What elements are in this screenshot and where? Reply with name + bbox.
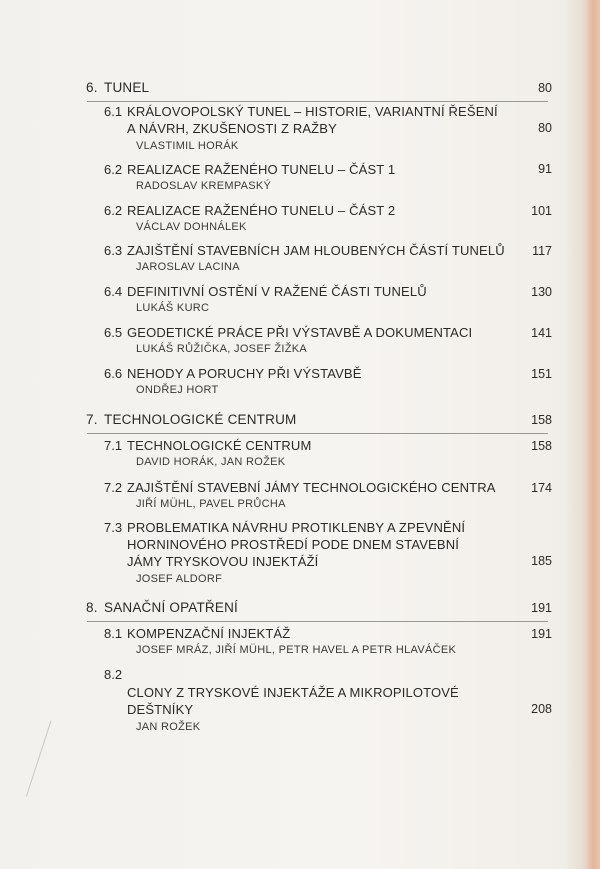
entry-6-5-author: LUKÁŠ RŮŽIČKA, JOSEF ŽIŽKA <box>136 343 307 355</box>
entry-7-2-title: ZAJIŠTĚNÍ STAVEBNÍ JÁMY TECHNOLOGICKÉHO CENTRA <box>127 480 496 495</box>
section-6-page: 80 <box>538 81 552 95</box>
entry-6-3-title: ZAJIŠTĚNÍ STAVEBNÍCH JAM HLOUBENÝCH ČÁSTÍ TUNELŮ <box>127 243 505 258</box>
entry-6-1-title-line-1: KRÁLOVOPOLSKÝ TUNEL – HISTORIE, VARIANTNÍ ŘEŠENÍ <box>127 104 498 119</box>
entry-6-3-page: 117 <box>532 244 552 258</box>
entry-6-4-number: 6.4 <box>104 284 123 299</box>
entry-6-2b-number: 6.2 <box>104 203 123 218</box>
entry-6-2a-title: REALIZACE RAŽENÉHO TUNELU – ČÁST 1 <box>127 162 396 177</box>
entry-6-2a-page: 91 <box>538 162 552 176</box>
entry-6-4-page: 130 <box>531 285 552 299</box>
section-6-divider <box>87 101 548 102</box>
pencil-mark <box>26 720 61 799</box>
entry-7-1-number: 7.1 <box>104 438 123 453</box>
entry-6-5-number: 6.5 <box>104 325 123 340</box>
section-7-number: 7. <box>86 412 98 427</box>
section-8-title: SANAČNÍ OPATŘENÍ <box>104 600 238 615</box>
entry-7-3-number: 7.3 <box>104 520 123 535</box>
entry-6-2b-page: 101 <box>531 204 552 218</box>
entry-6-4-title: DEFINITIVNÍ OSTĚNÍ V RAŽENÉ ČÁSTI TUNELŮ <box>127 284 427 299</box>
entry-6-4-author: LUKÁŠ KURC <box>136 302 210 314</box>
page-edge <box>586 0 600 869</box>
entry-8-1-title: KOMPENZAČNÍ INJEKTÁŽ <box>127 626 291 641</box>
entry-7-3-page: 185 <box>531 554 552 568</box>
entry-8-1-author: JOSEF MRÁZ, JIŘÍ MÜHL, PETR HAVEL A PETR HLAVÁČEK <box>136 644 457 656</box>
entry-7-3-title-line-1: PROBLEMATIKA NÁVRHU PROTIKLENBY A ZPEVNĚNÍ <box>127 520 466 535</box>
section-7-page: 158 <box>531 413 552 427</box>
entry-6-5-page: 141 <box>531 326 552 340</box>
entry-6-6-author: ONDŘEJ HORT <box>136 384 219 396</box>
section-6-title: TUNEL <box>104 80 150 95</box>
entry-6-2a-author: RADOSLAV KREMPASKÝ <box>136 180 272 192</box>
entry-7-1-title: TECHNOLOGICKÉ CENTRUM <box>127 438 312 453</box>
entry-6-5-title: GEODETICKÉ PRÁCE PŘI VÝSTAVBĚ A DOKUMENTACI <box>127 325 473 340</box>
entry-7-2-page: 174 <box>531 481 552 495</box>
entry-6-2b-author: VÁCLAV DOHNÁLEK <box>136 221 247 233</box>
entry-7-1-author: DAVID HORÁK, JAN ROŽEK <box>136 456 286 468</box>
section-8-divider <box>87 621 548 622</box>
entry-6-6-page: 151 <box>531 367 552 381</box>
section-8-number: 8. <box>86 600 98 615</box>
entry-8-2-title-line-2: DEŠTNÍKY <box>127 702 194 717</box>
entry-6-6-title: NEHODY A PORUCHY PŘI VÝSTAVBĚ <box>127 366 362 381</box>
entry-6-2a-number: 6.2 <box>104 162 123 177</box>
entry-7-2-author: JIŘÍ MÜHL, PAVEL PRŮCHA <box>136 498 286 510</box>
entry-6-1-author: VLASTIMIL HORÁK <box>136 140 239 152</box>
entry-8-2-title-line-1: CLONY Z TRYSKOVÉ INJEKTÁŽE A MIKROPILOTOVÉ <box>127 685 459 700</box>
entry-6-3-author: JAROSLAV LACINA <box>136 261 240 273</box>
entry-6-1-title-line-2: A NÁVRH, ZKUŠENOSTI Z RAŽBY <box>127 121 337 136</box>
entry-7-1-page: 158 <box>531 439 552 453</box>
entry-7-3-title-line-2: HORNINOVÉHO PROSTŘEDÍ PODE DNEM STAVEBNÍ <box>127 537 460 552</box>
entry-6-2b-title: REALIZACE RAŽENÉHO TUNELU – ČÁST 2 <box>127 203 396 218</box>
entry-7-3-author: JOSEF ALDORF <box>136 573 223 585</box>
section-7-divider <box>87 433 548 434</box>
entry-7-3-title-line-3: JÁMY TRYSKOVOU INJEKTÁŽÍ <box>127 554 319 569</box>
entry-6-3-number: 6.3 <box>104 243 123 258</box>
section-7-title: TECHNOLOGICKÉ CENTRUM <box>104 412 297 427</box>
entry-8-1-number: 8.1 <box>104 626 123 641</box>
section-6-number: 6. <box>86 80 98 95</box>
entry-8-1-page: 191 <box>531 627 552 641</box>
entry-8-2-number: 8.2 <box>104 667 123 682</box>
entry-6-1-page: 80 <box>538 121 552 135</box>
entry-7-2-number: 7.2 <box>104 480 123 495</box>
section-8-page: 191 <box>531 601 552 615</box>
entry-6-6-number: 6.6 <box>104 366 123 381</box>
entry-8-2-page: 208 <box>531 702 552 716</box>
entry-6-1-number: 6.1 <box>104 104 123 119</box>
entry-8-2-author: JAN ROŽEK <box>136 721 201 733</box>
